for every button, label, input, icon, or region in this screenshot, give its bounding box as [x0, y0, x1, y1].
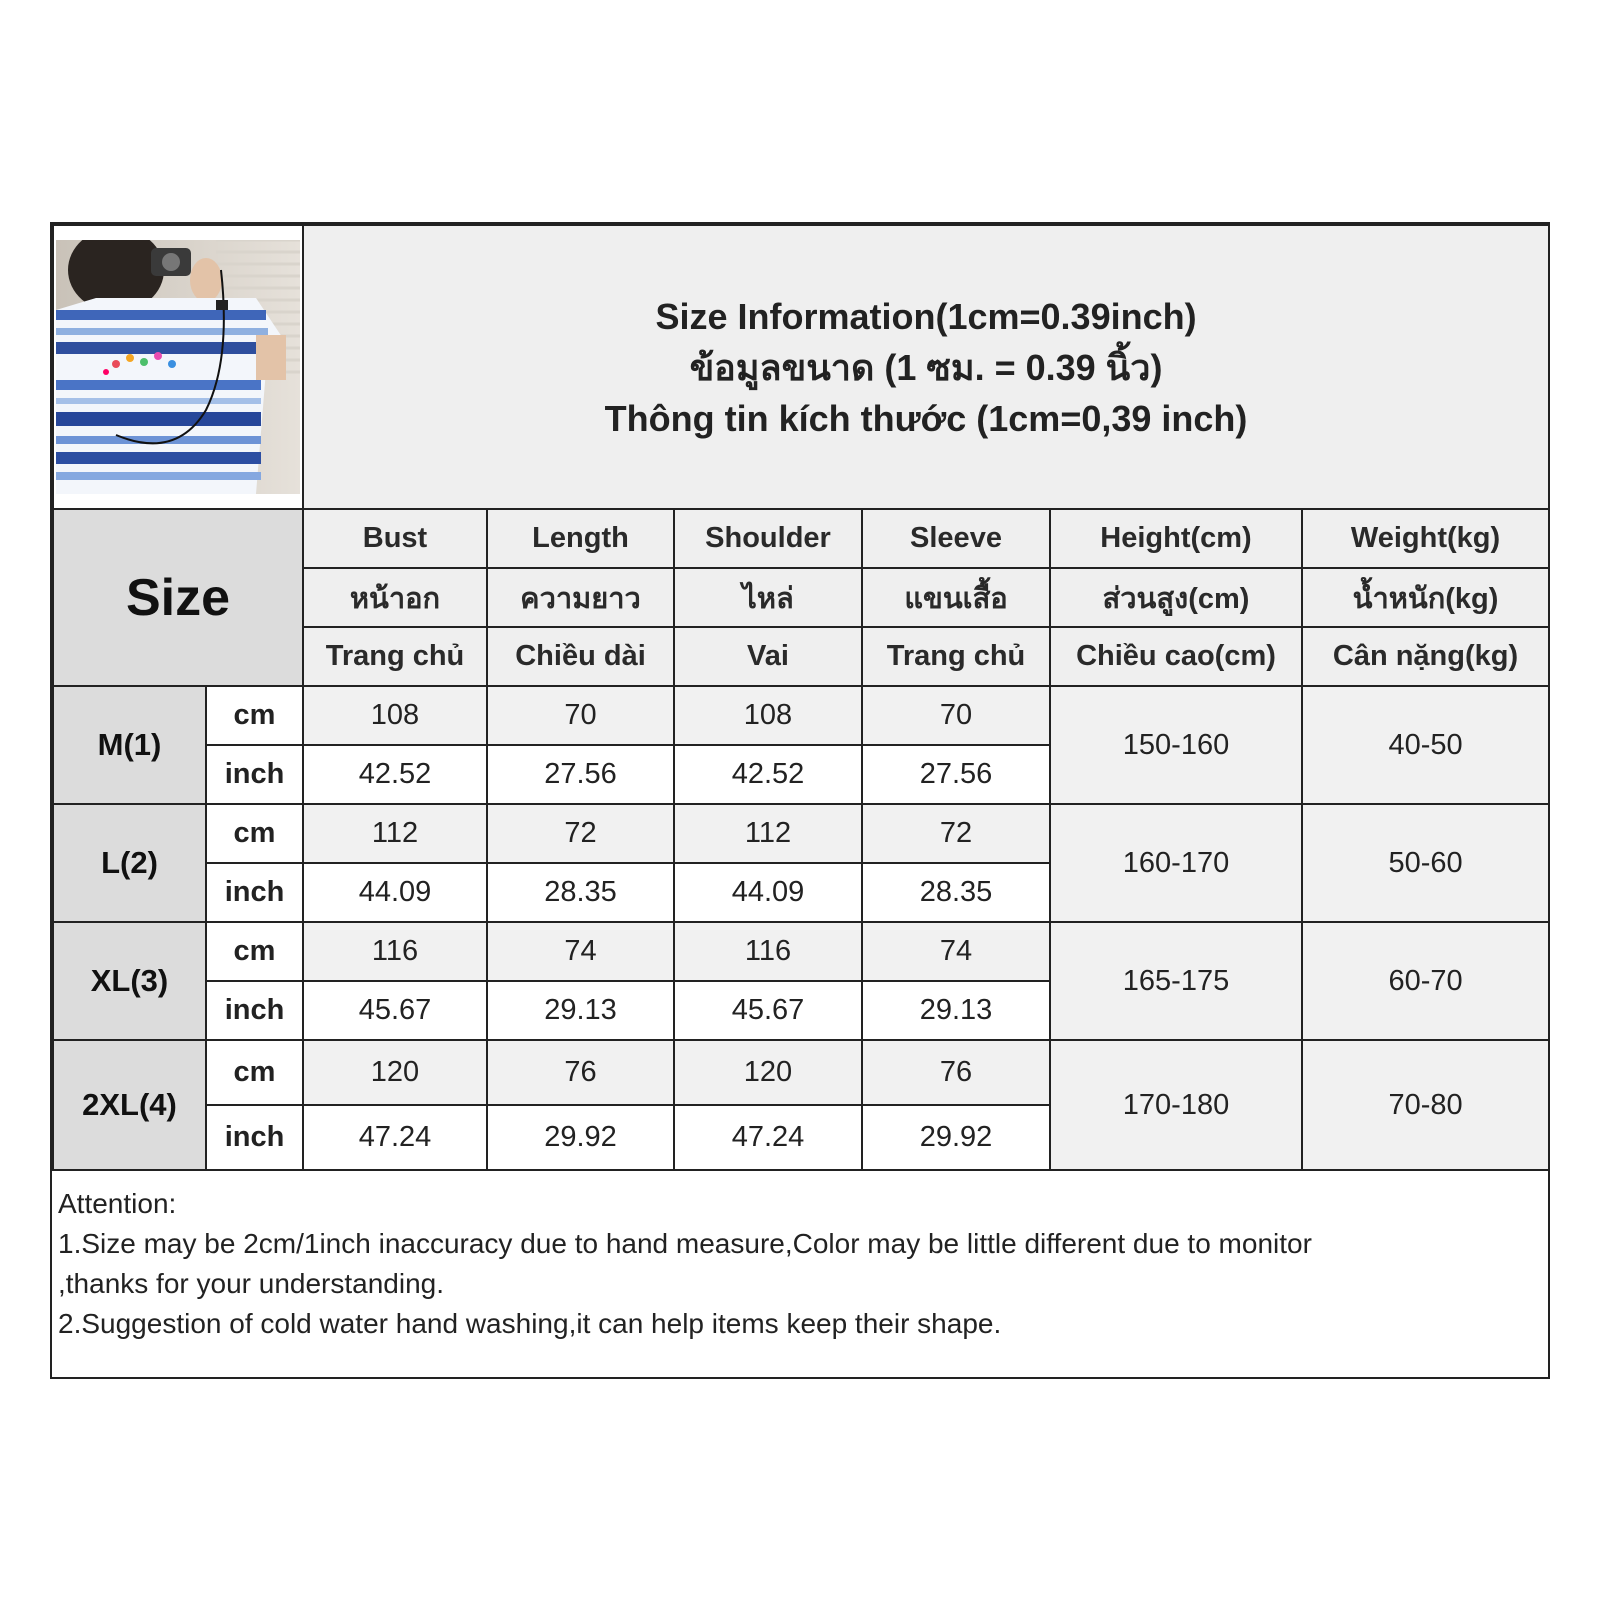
- cell-m-sleeve-cm: 70: [862, 686, 1050, 745]
- notes-heading: Attention:: [58, 1188, 177, 1219]
- size-table: [52, 224, 1550, 1171]
- size-label-l: L(2): [53, 804, 206, 922]
- unit-cm: cm: [206, 1040, 303, 1105]
- header-sleeve-th: แขนเสื้อ: [862, 568, 1050, 627]
- cell-2xl-shoulder-inch: 47.24: [674, 1105, 862, 1170]
- title-cell: [303, 225, 1549, 509]
- header-shoulder-vi: Vai: [674, 627, 862, 686]
- cell-l-weight: 50-60: [1302, 804, 1549, 922]
- cell-2xl-sleeve-inch: 29.92: [862, 1105, 1050, 1170]
- notes-line-3: 2.Suggestion of cold water hand washing,it can help items keep their shape.: [58, 1308, 1002, 1339]
- size-label-m: M(1): [53, 686, 206, 804]
- notes-line-2: ,thanks for your understanding.: [58, 1268, 445, 1299]
- cell-m-bust-cm: 108: [303, 686, 487, 745]
- cell-2xl-length-cm: 76: [487, 1040, 674, 1105]
- header-shoulder-th: ไหล่: [674, 568, 862, 627]
- header-bust-th: หน้าอก: [303, 568, 487, 627]
- cell-2xl-weight: 70-80: [1302, 1040, 1549, 1170]
- cell-l-shoulder-cm: 112: [674, 804, 862, 863]
- cell-l-length-cm: 72: [487, 804, 674, 863]
- product-photo-cell: [53, 225, 303, 509]
- cell-m-length-cm: 70: [487, 686, 674, 745]
- cell-l-sleeve-cm: 72: [862, 804, 1050, 863]
- cell-xl-height: 165-175: [1050, 922, 1302, 1040]
- cell-2xl-height: 170-180: [1050, 1040, 1302, 1170]
- cell-l-height: 160-170: [1050, 804, 1302, 922]
- cell-xl-length-inch: 29.13: [487, 981, 674, 1040]
- size-label-xl: XL(3): [53, 922, 206, 1040]
- title-english: Size Information(1cm=0.39inch): [655, 295, 1197, 337]
- unit-cm: cm: [206, 922, 303, 981]
- header-height-en: Height(cm): [1050, 509, 1302, 568]
- size-label-2xl: 2XL(4): [53, 1040, 206, 1170]
- cell-xl-bust-cm: 116: [303, 922, 487, 981]
- cell-2xl-shoulder-cm: 120: [674, 1040, 862, 1105]
- cell-l-bust-inch: 44.09: [303, 863, 487, 922]
- header-shoulder-en: Shoulder: [674, 509, 862, 568]
- cell-2xl-length-inch: 29.92: [487, 1105, 674, 1170]
- cell-xl-length-cm: 74: [487, 922, 674, 981]
- unit-inch: inch: [206, 981, 303, 1040]
- header-length-th: ความยาว: [487, 568, 674, 627]
- size-header: Size: [53, 509, 303, 686]
- cell-m-shoulder-cm: 108: [674, 686, 862, 745]
- cell-l-sleeve-inch: 28.35: [862, 863, 1050, 922]
- size-chart: [50, 222, 1550, 1379]
- product-photo: [56, 240, 300, 494]
- unit-inch: inch: [206, 863, 303, 922]
- attention-notes: [58, 1184, 1538, 1344]
- cell-2xl-bust-cm: 120: [303, 1040, 487, 1105]
- header-height-th: ส่วนสูง(cm): [1050, 568, 1302, 627]
- cell-m-bust-inch: 42.52: [303, 745, 487, 804]
- cell-m-weight: 40-50: [1302, 686, 1549, 804]
- cell-xl-sleeve-cm: 74: [862, 922, 1050, 981]
- header-height-vi: Chiều cao(cm): [1050, 627, 1302, 686]
- cell-m-sleeve-inch: 27.56: [862, 745, 1050, 804]
- header-length-vi: Chiều dài: [487, 627, 674, 686]
- unit-cm: cm: [206, 804, 303, 863]
- striped-shirt-image: [56, 240, 300, 494]
- cell-2xl-bust-inch: 47.24: [303, 1105, 487, 1170]
- cell-xl-bust-inch: 45.67: [303, 981, 487, 1040]
- title-vietnamese: Thông tin kích thước (1cm=0,39 inch): [604, 397, 1248, 439]
- header-bust-en: Bust: [303, 509, 487, 568]
- notes-line-1: 1.Size may be 2cm/1inch inaccuracy due to hand measure,Color may be little different due to monitor: [58, 1228, 1312, 1259]
- cell-2xl-sleeve-cm: 76: [862, 1040, 1050, 1105]
- unit-inch: inch: [206, 1105, 303, 1170]
- cell-xl-weight: 60-70: [1302, 922, 1549, 1040]
- cell-l-shoulder-inch: 44.09: [674, 863, 862, 922]
- header-sleeve-en: Sleeve: [862, 509, 1050, 568]
- header-weight-en: Weight(kg): [1302, 509, 1549, 568]
- cell-m-shoulder-inch: 42.52: [674, 745, 862, 804]
- cell-m-height: 150-160: [1050, 686, 1302, 804]
- unit-cm: cm: [206, 686, 303, 745]
- cell-xl-shoulder-cm: 116: [674, 922, 862, 981]
- cell-xl-shoulder-inch: 45.67: [674, 981, 862, 1040]
- header-sleeve-vi: Trang chủ: [862, 627, 1050, 686]
- header-length-en: Length: [487, 509, 674, 568]
- unit-inch: inch: [206, 745, 303, 804]
- cell-l-length-inch: 28.35: [487, 863, 674, 922]
- cell-xl-sleeve-inch: 29.13: [862, 981, 1050, 1040]
- cell-l-bust-cm: 112: [303, 804, 487, 863]
- header-weight-th: น้ำหนัก(kg): [1302, 568, 1549, 627]
- cell-m-length-inch: 27.56: [487, 745, 674, 804]
- header-bust-vi: Trang chủ: [303, 627, 487, 686]
- title-thai: ข้อมูลขนาด (1 ซม. = 0.39 นิ้ว): [689, 346, 1163, 388]
- header-weight-vi: Cân nặng(kg): [1302, 627, 1549, 686]
